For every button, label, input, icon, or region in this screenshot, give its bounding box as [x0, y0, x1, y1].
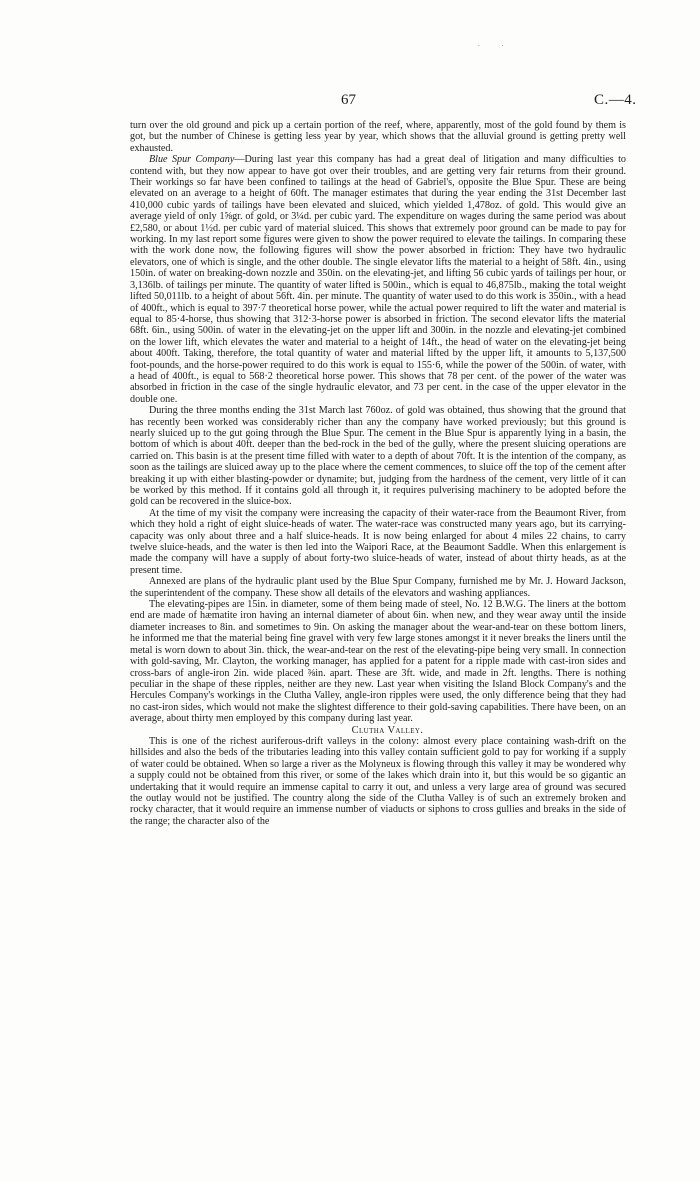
section-heading: Clutha Valley.	[351, 724, 424, 736]
body-text	[130, 120, 626, 827]
paragraph: This is one of the richest auriferous-drift valleys in the colony: almost every place containing wash-drift on the hillsides and also the beds of the tributaries leading into this valley contain sufficient gold to pay for working if a supply of water could be obtained. When so large a river as the Molyneux is flowing through this valley it may be wondered why a supply could not be obtained from this river, or some of the lakes which drain into it, but this would be so gigantic an undertaking that it would require an immense capital to carry it out, and unless a very large area of ground was secured the outlay would not be justified. The country along the side of the Clutha Valley is of such an extremely broken and rocky character, that it would require an immense number of viaducts or siphons to cross gullies and breaks in the side of the range; the character also of the	[130, 735, 626, 827]
document-reference: C.—4.	[594, 92, 637, 108]
company-name: Blue Spur Company	[149, 154, 235, 166]
paragraph: At the time of my visit the company were increasing the capacity of their water-race from the Beaumont River, from which they hold a right of eight sluice-heads of water. The water-race was constructed many years ago, but its carrying-capacity was only about three and a half sluice-heads. It is now being enlarged for about 4 miles 22 chains, to carry twelve sluice-heads, and the water is then led into the Waipori Race, at the Beaumont Saddle. When this enlargement is made the company will have a supply of about forty-two sluice-heads of water, instead of about thirty heads, as at the present time.	[130, 507, 626, 576]
paragraph: turn over the old ground and pick up a certain portion of the reef, where, apparently, most of the gold found by them is got, but the number of Chinese is getting less year by year, which shows that the alluvial ground is getting pretty well exhausted.	[130, 120, 626, 154]
page-marks: . .	[478, 40, 514, 48]
paragraph: The elevating-pipes are 15in. in diameter, some of them being made of steel, No. 12 B.W.G. The liners at the bottom end are made of hæmatite iron having an internal diameter of about 6in. when new, and they wear away until the inside diameter increases to 8in. and sometimes to 9in. On asking the manager about the wear-and-tear on these bottom liners, he informed me that the material being fine gravel with very few large stones amongst it it never breaks the liners until the metal is worn down to about 3in. thick, the wear-and-tear on the rest of the elevating-pipe being very small. In connection with gold-saving, Mr. Clayton, the working manager, has applied for a patent for a ripple made with cast-iron sides and cross-bars of angle-iron 2in. wide placed ⅜in. apart. These are 3ft. wide, and made in 2ft. lengths. There is nothing peculiar in the shape of these ripples, neither are they new. Last year when visiting the Island Block Company's and the Hercules Company's workings in the Clutha Valley, angle-iron ripples were used, the only difference being that they had no cast-iron sides, which would not make the slightest difference to their gold-saving capabilities. There have been, on an average, about thirty men employed by this company during last year.	[130, 599, 626, 725]
paragraph-blue-spur-company: Blue Spur Company—During last year this company has had a great deal of litigation and many difficulties to contend with, but they now appear to have got over their troubles, and are getting very fair returns from their ground. Their workings so far have been confined to tailings at the head of Gabriel's, opposite the Blue Spur. These are being elevated on an average to a height of 60ft. The manager estimates that during the year ending the 31st December last 410,000 cubic yards of tailings have been elevated and sluiced, which yielded 1,478oz. of gold. This would give an average yield of only 1⅝gr. of gold, or 3¼d. per cubic yard. The expenditure on wages during the same period was about £2,580, or about 1½d. per cubic yard of material sluiced. This shows that extremely poor ground can be made to pay for working. In my last report some figures were given to show the power required to elevate the tailings. In comparing these with the work done now, the following figures will show the power absorbed in friction: They have two hydraulic elevators, one of which is single, and the other double. The single elevator lifts the material to a height of 58ft. 4in., using 150in. of water on breaking-down nozzle and 350in. on the elevating-jet, and lifting 56 cubic yards of tailings per hour, or 3,136lb. of tailings per minute. The quantity of water lifted is 500in., which is equal to 46,875lb., making the total weight lifted 50,011lb. to a height of about 56ft. 4in. per minute. The quantity of water used to do this work is 350in., with a head of 400ft., which is equal to 397·7 theoretical horse power, while the actual power required to lift the water and material is equal to 85·4-horse, thus showing that 312·3-horse power is absorbed in friction. The second elevator lifts the material 68ft. 6in., using 500in. of water in the elevating-jet on the upper lift and 300in. in the nozzle and elevating-jet combined on the lower lift, which elevates the water and material to a height of 14ft., the head of water on the elevating-jet being about 400ft. Taking, therefore, the total quantity of water and material lifted by the upper lift, it amounts to 5,137,500 foot-pounds, and the horse-power required to do this work is equal to 155·6, while the power of the 500in. of water, with a head of 400ft., is equal to 568·2 theoretical horse power. This shows that 78 per cent. of the power of the water was absorbed in friction in the case of the single hydraulic elevator, and 73 per cent. in the case of the upper elevator in the double one.	[130, 154, 626, 405]
page-number: 67	[341, 92, 356, 108]
paragraph: During the three months ending the 31st March last 760oz. of gold was obtained, thus showing that the ground that has recently been worked was considerably richer than any the company have worked previously; but this ground is nearly sluiced up to the gut going through the Blue Spur. The cement in the Blue Spur is apparently lying in a basin, the bottom of which is about 40ft. deeper than the bed-rock in the bed of the gully, where the present sluicing operations are carried on. This basin is at the present time filled with water to a depth of about 70ft. It is the intention of the company, as soon as the tailings are sluiced away up to the place where the cement commences, to sluice off the top of the cement after breaking it up with either blasting-powder or dynamite; but, judging from the hardness of the cement, very little of it can be worked by this method. If it contains gold all through it, it requires pulverising machinery to be adopted before the gold can be recovered in the sluice-box.	[130, 405, 626, 508]
page-header	[0, 92, 700, 112]
paragraph: Annexed are plans of the hydraulic plant used by the Blue Spur Company, furnished me by Mr. J. Howard Jackson, the superintendent of the company. These show all details of the elevators and washing appliances.	[130, 576, 626, 599]
